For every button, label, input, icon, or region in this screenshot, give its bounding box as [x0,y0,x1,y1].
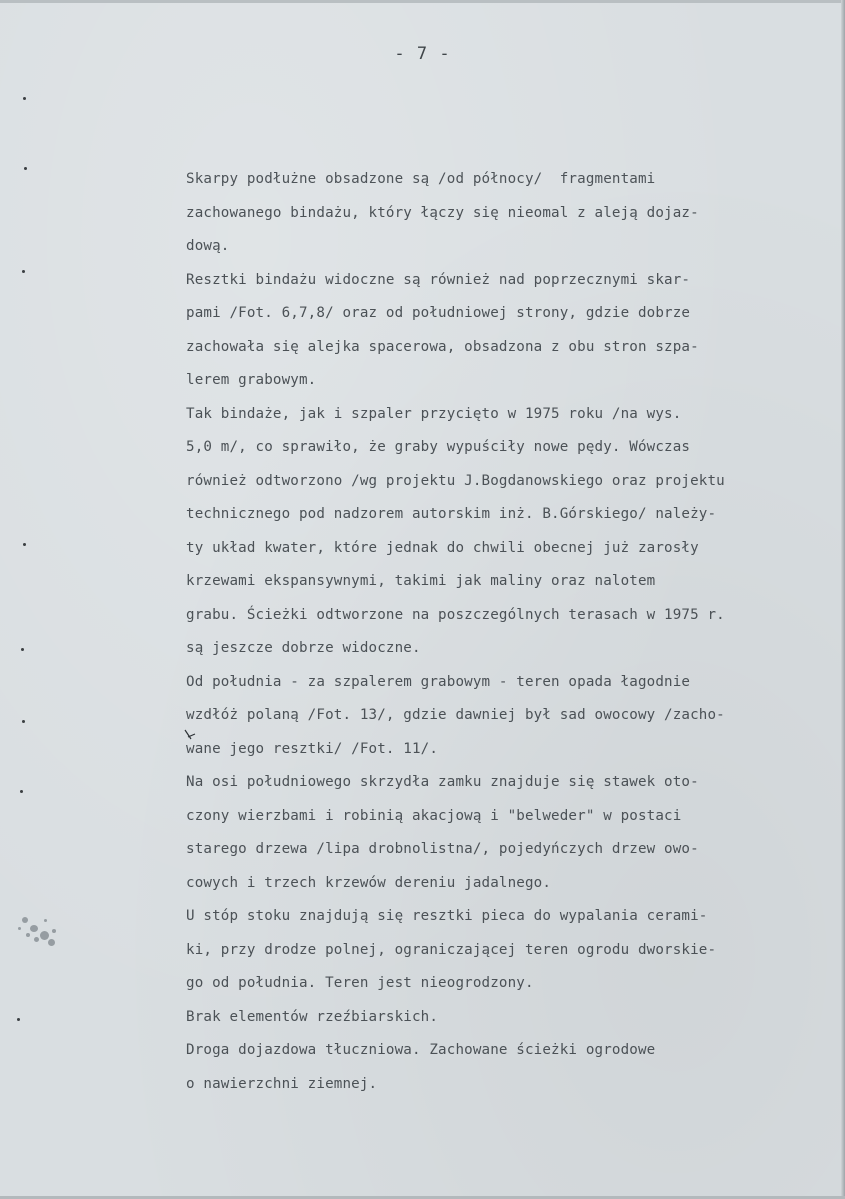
margin-speck [17,1018,20,1021]
text-line: dową. [186,238,230,254]
text-line: 5,0 m/, co sprawiło, że graby wypuściły nowe pędy. Wówczas [186,439,691,455]
text-line: Droga dojazdowa tłuczniowa. Zachowane ścieżki ogrodowe [186,1042,656,1058]
body-text [186,163,841,1101]
margin-speck [24,167,27,170]
text-line: zachowanego bindażu, który łączy się nieomal z aleją dojaz- [186,204,699,221]
margin-speck [23,543,26,546]
text-line: wzdłóż polaną /Fot. 13/, gdzie dawniej był sad owocowy /zacho- [186,707,725,723]
margin-speck [20,790,23,793]
page-number: - 7 - [394,44,451,64]
text-line: starego drzewa /lipa drobnolistna/, pojedyńczych drzew owo- [186,841,699,857]
text-line: Skarpy podłużne obsadzone są /od północy/ fragmentami [186,171,656,187]
text-line: cowych i trzech krzewów dereniu jadalnego. [186,874,552,891]
text-line: Na osi południowego skrzydła zamku znajduje się stawek oto- [186,774,699,790]
text-line: czony wierzbami i robinią akacjową i "belweder" w postaci [186,807,682,824]
text-line: krzewami ekspansywnymi, takimi jak maliny oraz nalotem [186,573,656,589]
page-edge-right [841,0,845,1199]
text-line: pami /Fot. 6,7,8/ oraz od południowej strony, gdzie dobrze [186,305,691,321]
text-line: o nawierzchni ziemnej. [186,1075,378,1092]
text-line: również odtworzono /wg projektu J.Bogdanowskiego oraz projektu [186,472,725,489]
text-line: lerem grabowym. [186,372,317,388]
text-line: grabu. Ścieżki odtworzone na poszczególnych terasach w 1975 r. [186,606,725,623]
text-line: ty układ kwater, które jednak do chwili obecnej już zarosły [186,539,699,556]
text-line: go od południa. Teren jest nieogrodzony. [186,975,534,991]
margin-speck [22,720,25,723]
text-line: ki, przy drodze polnej, ograniczającej teren ogrodu dworskie- [186,941,717,958]
ink-stain [12,905,62,960]
text-line: U stóp stoku znajdują się resztki pieca do wypalania cerami- [186,908,708,924]
text-line: wane jego resztki/ /Fot. 11/. [186,740,439,757]
margin-speck [21,648,24,651]
text-line: są jeszcze dobrze widoczne. [186,640,421,656]
text-line: Resztki bindażu widoczne są również nad poprzecznymi skar- [186,271,691,288]
text-line: Tak bindaże, jak i szpaler przycięto w 1975 roku /na wys. [186,405,682,422]
page-edge-top [0,0,845,3]
margin-speck [23,97,26,100]
text-line: zachowała się alejka spacerowa, obsadzona z obu stron szpa- [186,338,699,355]
margin-speck [22,270,25,273]
text-line: technicznego pod nadzorem autorskim inż. B.Górskiego/ należy- [186,506,717,522]
text-line: Od południa - za szpalerem grabowym - teren opada łagodnie [186,673,691,690]
text-line: Brak elementów rzeźbiarskich. [186,1008,439,1025]
